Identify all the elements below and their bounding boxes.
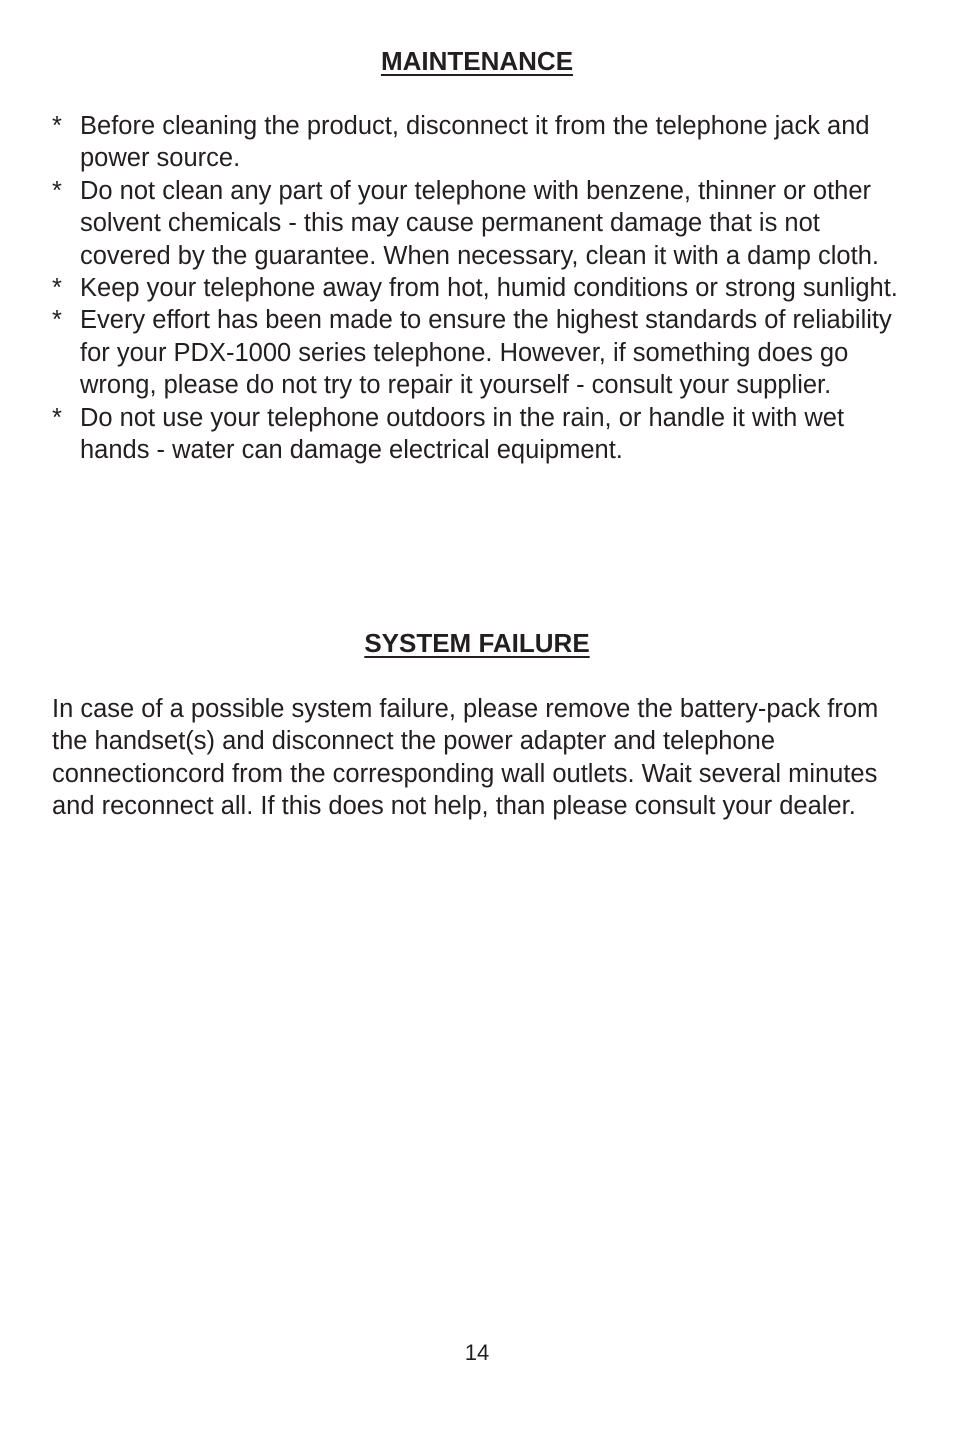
system-failure-heading: SYSTEM FAILURE xyxy=(364,628,590,658)
bullet-marker: * xyxy=(52,403,62,432)
maintenance-heading: MAINTENANCE xyxy=(380,46,574,76)
list-item-text: Keep your telephone away from hot, humid conditions or strong sunlight. xyxy=(80,274,898,303)
bullet-marker: * xyxy=(52,112,62,140)
list-item xyxy=(52,402,912,467)
list-item xyxy=(52,272,912,304)
list-item-text: Before cleaning the product, disconnect it from the telephone jack and power source. xyxy=(80,112,870,173)
system-failure-paragraph: In case of a possible system failure, please remove the battery-pack from the handset(s) and disconnect the power adapter and telephone connectioncord from the corresponding wall outlets. Wait several minutes and reconnect all. If this does not help, than please consult your dealer. xyxy=(52,695,879,821)
bullet-marker: * xyxy=(52,274,62,303)
bullet-marker: * xyxy=(52,306,62,335)
list-item xyxy=(52,304,912,401)
list-item-text: Every effort has been made to ensure the highest standards of reliability for your PDX-1000 series telephone. However, if something does go wrong, please do not try to repair it yourself - consult your supplier. xyxy=(80,306,892,400)
bullet-marker: * xyxy=(52,176,62,205)
list-item-text: Do not use your telephone outdoors in the rain, or handle it with wet hands - water can damage electrical equipment. xyxy=(80,403,845,465)
maintenance-list xyxy=(52,110,912,466)
list-item xyxy=(52,175,912,272)
list-item xyxy=(52,110,912,175)
page-number: 14 xyxy=(464,1340,490,1365)
list-item-text: Do not clean any part of your telephone with benzene, thinner or other solvent chemicals - this may cause permanent damage that is not covered by the guarantee. When necessary, clean it with a damp cloth. xyxy=(80,176,879,270)
